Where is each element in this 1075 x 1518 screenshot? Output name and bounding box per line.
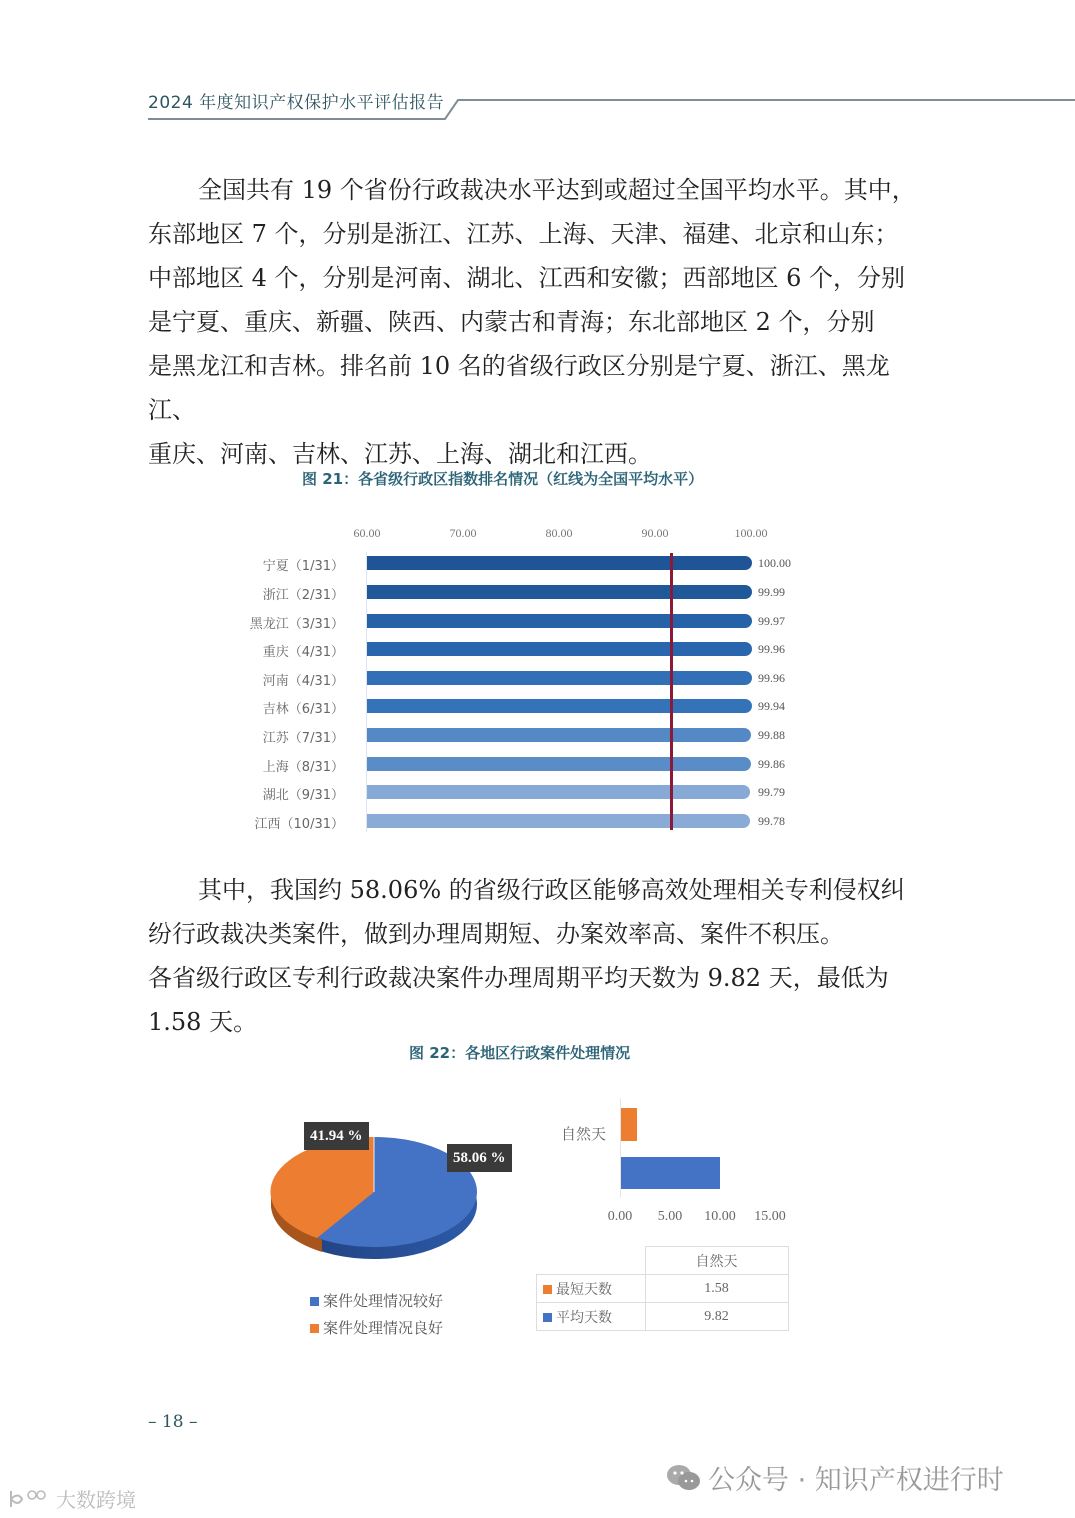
bar-value: 100.00 — [758, 556, 791, 570]
paragraph-line: 其中，我国约 58.06% 的省级行政区能够高效处理相关专利侵权纠 — [198, 876, 905, 904]
province-label: 河南（4/31） — [262, 674, 344, 689]
x-tick: 60.00 — [353, 526, 381, 540]
x-tick: 90.00 — [641, 526, 669, 540]
table-row — [537, 1275, 789, 1303]
page-number: – 18 – — [148, 1412, 198, 1432]
x-tick: 15.00 — [754, 1209, 786, 1224]
paragraph-line: 1.58 天。 — [148, 1008, 258, 1036]
x-tick: 5.00 — [657, 1209, 683, 1224]
province-label: 浙江（2/31） — [262, 588, 344, 603]
table-header: 自然天 — [645, 1247, 788, 1275]
x-tick: 100.00 — [734, 526, 768, 540]
bar-value: 99.94 — [758, 699, 785, 713]
paragraph-case-handling — [148, 868, 928, 1044]
bar-jiangsu — [367, 728, 751, 742]
case-handling-pie-chart — [262, 1092, 512, 1272]
national-average-line — [670, 553, 673, 830]
province-label: 上海（8/31） — [262, 760, 344, 775]
paragraph-line: 全国共有 19 个省份行政裁决水平达到或超过全国平均水平。其中， — [198, 176, 916, 204]
bar-average-days — [621, 1157, 720, 1189]
bar-jiangxi — [367, 814, 750, 828]
province-label: 吉林（6/31） — [262, 702, 344, 717]
province-label: 湖北（9/31） — [262, 788, 344, 803]
report-header-title: 2024 年度知识产权保护水平评估报告 — [148, 93, 445, 113]
bar-jilin — [367, 699, 752, 713]
logo-icon — [8, 1488, 52, 1515]
x-tick: 0.00 — [607, 1209, 633, 1224]
header-rule — [0, 90, 1075, 130]
figure-22-title: 图 22：各地区行政案件处理情况 — [409, 1044, 631, 1062]
table-row-label: 平均天数 — [537, 1303, 646, 1331]
bar-hubei — [367, 785, 750, 799]
bar-value: 99.79 — [758, 785, 785, 799]
paragraph-line: 纷行政裁决类案件，做到办理周期短、办案效率高、案件不积压。 — [148, 920, 844, 948]
figure-21-title: 图 21：各省级行政区指数排名情况（红线为全国平均水平） — [302, 470, 704, 488]
table-row-label: 最短天数 — [537, 1275, 646, 1303]
days-data-table — [536, 1246, 789, 1331]
watermark-dashu: 大数跨境 — [8, 1484, 136, 1515]
pie-label-good: 41.94 % — [304, 1122, 369, 1150]
table-cell: 9.82 — [645, 1303, 788, 1331]
pie-legend-good: 案件处理情况良好 — [310, 1317, 443, 1338]
watermark-wechat: 公众号 · 知识产权进行时 — [666, 1458, 1004, 1500]
province-label: 江西（10/31） — [254, 817, 344, 832]
table-cell: 1.58 — [645, 1275, 788, 1303]
paragraph-line: 中部地区 4 个，分别是河南、湖北、江西和安徽；西部地区 6 个，分别 — [148, 264, 906, 292]
bar-shanghai — [367, 757, 751, 771]
bar-shortest-days — [621, 1108, 637, 1141]
paragraph-line: 东部地区 7 个，分别是浙江、江苏、上海、天津、福建、北京和山东； — [148, 220, 899, 248]
x-tick: 80.00 — [545, 526, 573, 540]
bar-heilongjiang — [367, 614, 752, 628]
bar-value: 99.96 — [758, 671, 785, 685]
wechat-icon — [666, 1463, 702, 1500]
province-label: 重庆（4/31） — [262, 645, 344, 660]
pie-legend-better: 案件处理情况较好 — [310, 1290, 443, 1311]
paragraph-provinces-summary — [148, 168, 928, 476]
bar-value: 99.97 — [758, 614, 785, 628]
paragraph-line: 各省级行政区专利行政裁决案件办理周期平均天数为 9.82 天，最低为 — [148, 964, 889, 992]
table-corner — [537, 1247, 646, 1275]
category-label: 自然天 — [561, 1125, 607, 1143]
paragraph-line: 是宁夏、重庆、新疆、陕西、内蒙古和青海；东北部地区 2 个，分别 — [148, 308, 875, 336]
bar-value: 99.78 — [758, 814, 785, 828]
table-row — [537, 1303, 789, 1331]
bar-value: 99.96 — [758, 642, 785, 656]
bar-value: 99.86 — [758, 757, 785, 771]
province-label: 宁夏（1/31） — [262, 559, 344, 574]
bar-henan — [367, 671, 752, 685]
paragraph-line: 重庆、河南、吉林、江苏、上海、湖北和江西。 — [148, 440, 652, 468]
bar-zhejiang — [367, 585, 752, 599]
bar-value: 99.88 — [758, 728, 785, 742]
legend-swatch-blue — [310, 1297, 319, 1306]
x-tick: 10.00 — [704, 1209, 736, 1224]
province-label: 江苏（7/31） — [262, 731, 344, 746]
paragraph-line: 是黑龙江和吉林。排名前 10 名的省级行政区分别是宁夏、浙江、黑龙江、 — [148, 352, 890, 424]
province-label: 黑龙江（3/31） — [249, 617, 344, 632]
x-tick: 70.00 — [449, 526, 477, 540]
legend-swatch-orange — [310, 1324, 319, 1333]
bar-chongqing — [367, 642, 752, 656]
bar-value: 99.99 — [758, 585, 785, 599]
bar-ningxia — [367, 556, 752, 570]
pie-label-better: 58.06 % — [447, 1144, 512, 1172]
